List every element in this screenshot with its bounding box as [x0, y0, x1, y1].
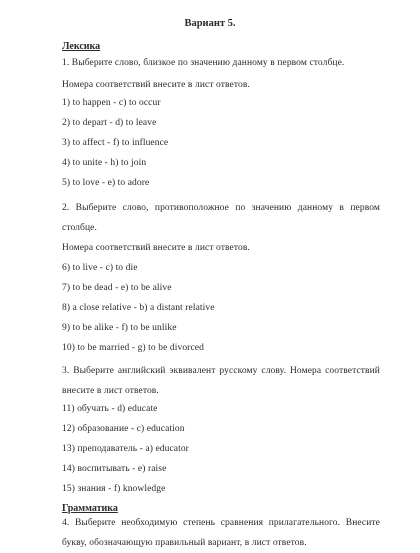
section-heading-grammar: Грамматика	[62, 503, 118, 514]
task-2-item: 7) to be dead - e) to be alive	[62, 283, 172, 293]
task-1-item: 2) to depart - d) to leave	[62, 118, 157, 128]
task-1-item: 5) to love - e) to adore	[62, 178, 150, 188]
task-1-item: 1) to happen - c) to occur	[62, 98, 161, 108]
task-2-instruction: 2. Выберите слово, противоположное по значению данному в первом столбце.	[62, 203, 380, 233]
task-3-item: 12) образование - c) education	[62, 424, 185, 434]
section-heading-lexics: Лексика	[62, 41, 101, 52]
task-2-item: 10) to be married - g) to be divorced	[62, 343, 204, 353]
task-4-instruction: 4. Выберите необходимую степень сравнения прилагательного. Внесите букву, обозначающую правильный вариант, в лист ответов.	[62, 518, 380, 548]
task-1-item: 3) to affect - f) to influence	[62, 138, 169, 148]
document-title: Вариант 5.	[184, 18, 236, 29]
task-3-instruction: 3. Выберите английский эквивалент русскому слову. Номера соответствий внесите в лист ответов.	[62, 366, 380, 396]
task-3-item: 13) преподаватель - a) educator	[62, 444, 189, 454]
task-2-note: Номера соответствий внесите в лист ответов.	[62, 243, 250, 253]
task-1-note: Номера соответствий внесите в лист ответов.	[62, 80, 250, 90]
task-2-item: 8) a close relative - b) a distant relative	[62, 303, 215, 313]
task-1-item: 4) to unite - h) to join	[62, 158, 147, 168]
task-1-instruction: 1. Выберите слово, близкое по значению данному в первом столбце.	[62, 58, 345, 68]
task-2-item: 9) to be alike - f) to be unlike	[62, 323, 177, 333]
task-3-item: 15) знания - f) knowledge	[62, 484, 166, 494]
task-3-item: 14) воспитывать - e) raise	[62, 464, 167, 474]
task-3-item: 11) обучать - d) educate	[62, 404, 158, 414]
task-2-item: 6) to live - c) to die	[62, 263, 138, 273]
